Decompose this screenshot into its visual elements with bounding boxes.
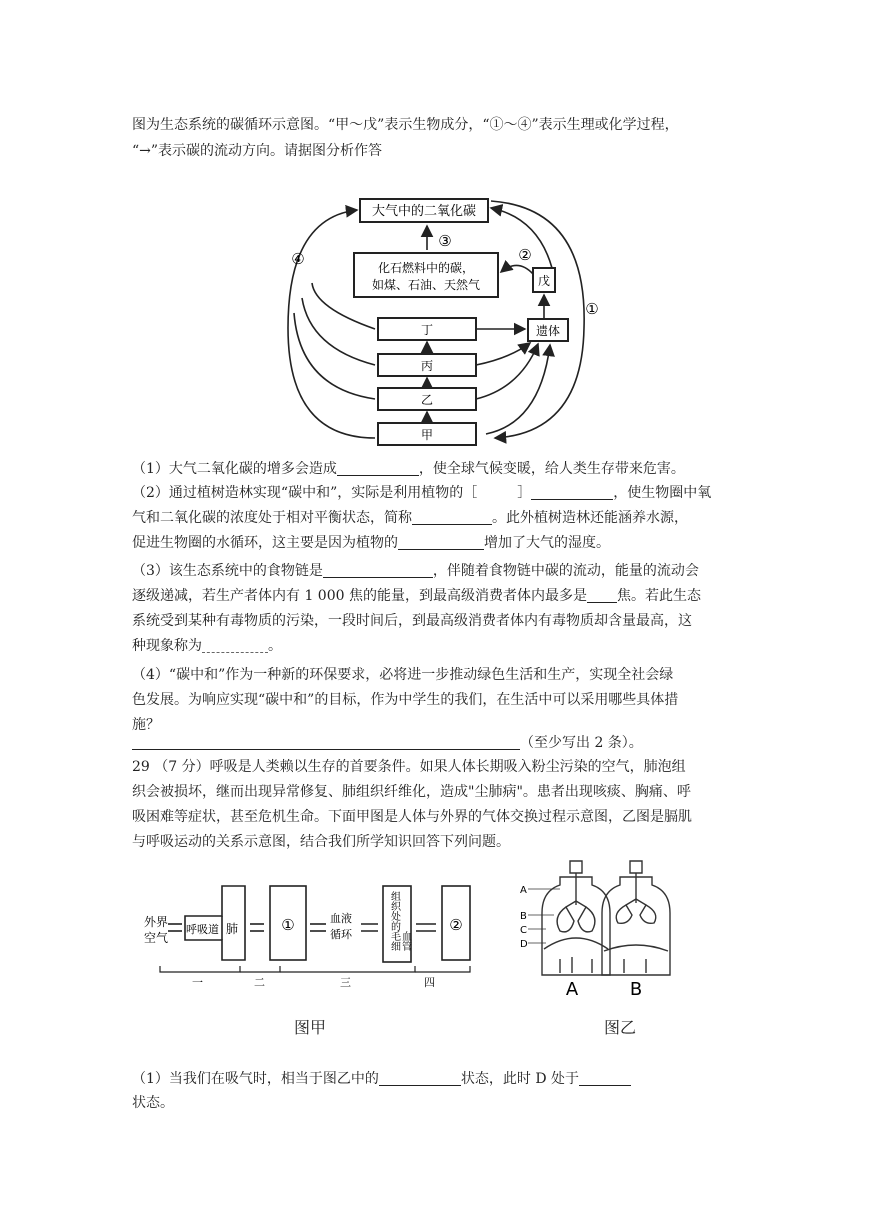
figure-jia-caption: 图甲: [294, 1018, 327, 1037]
section-4-label: 四: [424, 976, 435, 989]
q1-part-b: ，使全球气候变暖，给人类生存带来危害。: [418, 461, 685, 477]
tissue-char-8: 管: [402, 942, 412, 953]
figure-yi-caption: 图乙: [604, 1018, 637, 1037]
process-2-label: ②: [518, 246, 532, 264]
wu-label: 戊: [537, 274, 551, 288]
fossil-label-2: 如煤、石油、天然气: [371, 278, 481, 292]
tissue-char-4: 的: [391, 922, 401, 933]
ding-label: 丁: [420, 323, 434, 337]
circle-2-label: ②: [449, 916, 463, 934]
tissue-char-6: 细: [391, 942, 401, 953]
bing-label: 丙: [420, 359, 434, 373]
jia-label: 甲: [420, 428, 434, 442]
figure-jia-diagram: [140, 880, 490, 990]
q29-line-1: 29 （7 分）呼吸是人类赖以生存的首要条件。如果人体长期吸入粉尘污染的空气，肺泡组: [132, 759, 686, 775]
q3-blank-2[interactable]: [587, 587, 617, 603]
tissue-char-7: 血: [402, 932, 412, 943]
q2-part-b: ］: [517, 485, 532, 501]
intro-line-2: “→”表示碳的流动方向。请据图分析作答: [132, 143, 383, 159]
q29-1-line-1: [132, 1066, 747, 1092]
q3-line-4: [132, 633, 747, 659]
q3-line-3: 系统受到某种有毒物质的污染，一段时间后，到最高级消费者体内有毒物质却含量最高，这: [132, 613, 692, 629]
label-c: C: [520, 925, 527, 936]
remains-label: 遗体: [535, 324, 561, 338]
q4-line-2: 色发展。为响应实现“碳中和”的目标，作为中学生的我们，在生活中可以采用哪些具体措: [132, 692, 679, 708]
q3-part-d: 焦。若此生态: [616, 588, 701, 604]
figure-yi-diagram: [520, 855, 700, 1003]
q3-blank-1[interactable]: [323, 562, 433, 578]
blood-circulation-label-1: 血液: [330, 912, 352, 925]
label-d: D: [520, 939, 528, 950]
fossil-label-1: 化石燃料中的碳，: [377, 261, 475, 275]
tissue-char-2: 织: [391, 902, 401, 913]
label-b: B: [520, 911, 527, 922]
tissue-char-3: 处: [391, 912, 401, 923]
q4-line-1: （4）“碳中和”作为一种新的环保要求，必将进一步推动绿色生活和生产，实现全社会绿: [132, 667, 674, 683]
q29-line-4: 与呼吸运动的关系示意图，结合我们所学知识回答下列问题。: [132, 834, 510, 850]
q2-part-a: （2）通过植树造林实现“碳中和”，实际是利用植物的［: [132, 485, 478, 501]
process-3-label: ③: [438, 232, 452, 250]
section-3-label: 三: [340, 976, 351, 989]
tissue-char-5: 毛: [391, 932, 401, 943]
q2-part-e: 。此外植树造林还能涵养水源，: [492, 510, 688, 526]
airway-label: 呼吸道: [186, 923, 219, 936]
tissue-char-1: 组: [391, 892, 401, 903]
q2-blank-1[interactable]: [531, 484, 613, 500]
lung-label: 肺: [226, 922, 239, 936]
jar-b-label: B: [629, 979, 643, 1000]
process-4-label: ④: [291, 250, 305, 268]
q4-line-4: [132, 730, 747, 756]
q2-part-g: 增加了大气的湿度。: [484, 535, 610, 551]
section-1-label: 一: [192, 976, 203, 989]
atmosphere-label: 大气中的二氧化碳: [371, 204, 477, 219]
q29-1-blank-1[interactable]: [379, 1070, 461, 1086]
outside-air-label-2: 空气: [144, 931, 169, 945]
q2-line-2: [132, 505, 747, 531]
q3-line-2: [132, 583, 747, 609]
blood-circulation-label-2: 循环: [330, 928, 352, 941]
label-a: A: [520, 885, 527, 896]
q29-1-part-a: （1）当我们在吸气时，相当于图乙中的: [132, 1071, 379, 1087]
q2-blank-3[interactable]: [398, 534, 484, 550]
carbon-cycle-diagram: [270, 188, 610, 458]
q3-part-f: 种现象称为: [132, 638, 202, 654]
process-1-label: ①: [585, 300, 599, 318]
q29-1-blank-2[interactable]: [579, 1070, 631, 1086]
jar-a-label: A: [565, 979, 579, 1000]
section-2-label: 二: [254, 976, 265, 989]
q2-part-f: 促进生物圈的水循环，这主要是因为植物的: [132, 535, 398, 551]
q4-line-3: 施？: [132, 717, 160, 733]
q3-part-c: 逐级递减，若生产者体内有 1 000 焦的能量，到最高级消费者体内最多是: [132, 588, 587, 604]
q2-line-1: [132, 480, 747, 506]
q2-blank-2[interactable]: [412, 509, 492, 525]
q29-line-2: 织会被损坏，继而出现异常修复、肺组织纤维化，造成"尘肺病"。患者出现咳痰、胸痛、呼: [132, 784, 691, 800]
q29-1-part-b: 状态，此时 D 处于: [460, 1071, 580, 1087]
circle-1-label: ①: [281, 916, 295, 934]
q1-text: [132, 456, 747, 482]
q3-part-b: ，伴随着食物链中碳的流动，能量的流动会: [432, 563, 699, 579]
q1-part-a: （1）大气二氧化碳的增多会造成: [132, 461, 337, 477]
intro-line-1: 图为生态系统的碳循环示意图。“甲～戊”表示生物成分，“①～④”表示生理或化学过程，: [132, 117, 679, 133]
q2-line-3: [132, 530, 747, 556]
q3-part-a: （3）该生态系统中的食物链是: [132, 563, 323, 579]
q3-part-g: 。: [268, 638, 282, 654]
q1-blank[interactable]: [337, 460, 419, 476]
q2-part-d: 气和二氧化碳的浓度处于相对平衡状态，简称: [132, 510, 412, 526]
q4-part-d: （至少写出 2 条）。: [520, 735, 643, 751]
q29-line-3: 吸困难等症状，甚至危机生命。下面甲图是人体与外界的气体交换过程示意图，乙图是膈肌: [132, 809, 692, 825]
q29-1-line-2: 状态。: [132, 1095, 174, 1111]
q3-line-1: [132, 558, 747, 584]
q2-part-c: ，使生物圈中氧: [613, 485, 712, 501]
q3-blank-3[interactable]: [202, 637, 268, 653]
yi-label: 乙: [420, 393, 434, 407]
outside-air-label-1: 外界: [144, 915, 169, 929]
q4-blank[interactable]: [132, 734, 520, 750]
